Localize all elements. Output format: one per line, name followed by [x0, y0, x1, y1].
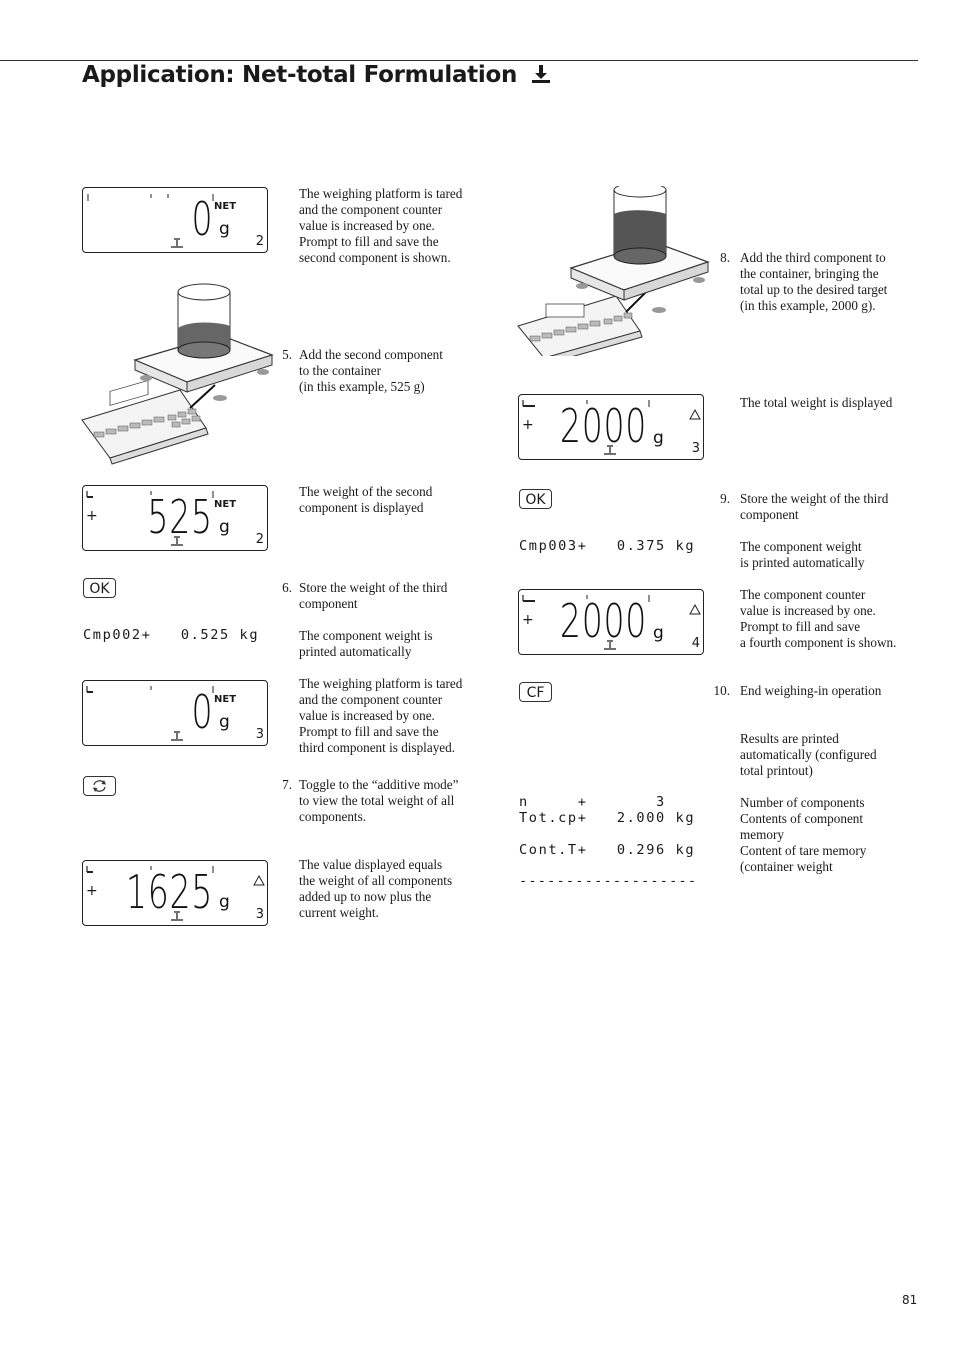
- step-10-text: End weighing-in operation: [740, 683, 882, 698]
- desc-additive-value: The value displayed equals the weight of all components added up to now plus the current weight.: [299, 857, 453, 920]
- lcd-component-counter: 3: [255, 727, 264, 742]
- lcd-unit: g: [653, 428, 664, 448]
- step-7-text: Toggle to the “additive mode” to view the total weight of all components.: [299, 777, 459, 824]
- step-5-text: Add the second component to the container (in this example, 525 g): [299, 347, 443, 394]
- lcd-component-counter: 3: [691, 441, 700, 456]
- lcd-display-2000-3: [518, 394, 704, 460]
- lcd-unit: g: [219, 712, 230, 732]
- lcd-component-counter: 2: [255, 532, 264, 547]
- lcd-display-tared-3: [82, 680, 268, 746]
- lcd-weight-value: 2000: [559, 399, 647, 453]
- toggle-arrows-icon: [84, 777, 115, 795]
- toggle-key: [83, 776, 116, 796]
- lcd-weight-value: 0: [191, 192, 213, 246]
- desc-counter-increased: The component counter value is increased by one. Prompt to fill and save a fourth component is shown.: [740, 587, 897, 650]
- lcd-component-counter: 4: [691, 636, 700, 651]
- cf-key: CF: [519, 682, 552, 702]
- step-9-text: Store the weight of the third component: [740, 491, 889, 522]
- step-8-number: 8.: [720, 250, 730, 265]
- lcd-display-1625: [82, 860, 268, 926]
- desc-results-printed: Results are printed automatically (configured total printout): [740, 731, 877, 778]
- page-title-text: Application: Net-total Formulation: [82, 62, 518, 88]
- step-6-number: 6.: [282, 580, 292, 595]
- lcd-display-2000-4: [518, 589, 704, 655]
- desc-component-memory: Contents of component memory: [740, 811, 864, 842]
- lcd-display-tared-2: [82, 187, 268, 253]
- desc-second-weight: The weight of the second component is displayed: [299, 484, 433, 515]
- lcd-display-525: [82, 485, 268, 551]
- step-8-text: Add the third component to the container, bringing the total up to the desired target (in this example, 2000 g).: [740, 250, 888, 313]
- lcd-weight-value: 0: [191, 685, 213, 739]
- step-6-text: Store the weight of the third component: [299, 580, 448, 611]
- printout-cmp002: Cmp002+ 0.525 kg: [83, 627, 260, 643]
- page-title: [82, 62, 551, 88]
- header-rule: [0, 60, 918, 61]
- step-9-number: 9.: [720, 491, 730, 506]
- ok-key: OK: [83, 578, 116, 598]
- lcd-unit: g: [219, 219, 230, 239]
- desc-tared-third: The weighing platform is tared and the component counter value is increased by one. Prompt to fill and save the third component is displayed.: [299, 676, 463, 755]
- desc-number-of-components: Number of components: [740, 795, 865, 810]
- desc-tared-second: The weighing platform is tared and the component counter value is increased by one. Prompt to fill and save the second component is shown.: [299, 186, 463, 265]
- scale-with-filled-container-illustration: [516, 186, 711, 356]
- desc-printed-auto: The component weight is printed automatically: [299, 628, 433, 659]
- printout-n-components: n + 3: [519, 794, 666, 810]
- lcd-net-label: NET: [214, 694, 237, 705]
- lcd-weight-value: 2000: [559, 594, 647, 648]
- step-10-number: 10.: [713, 683, 730, 698]
- step-5-number: 5.: [282, 347, 292, 362]
- printout-tare-content: Cont.T+ 0.296 kg: [519, 842, 696, 858]
- download-icon: [531, 64, 551, 84]
- printout-total-component: Tot.cp+ 2.000 kg: [519, 810, 696, 826]
- lcd-net-label: NET: [214, 201, 237, 212]
- lcd-weight-value: 1625: [125, 865, 213, 919]
- lcd-unit: g: [653, 623, 664, 643]
- lcd-bargraph-icon: [83, 188, 269, 254]
- printout-separator-line: -------------------: [519, 873, 698, 889]
- desc-total-weight: The total weight is displayed: [740, 395, 893, 410]
- desc-tare-memory: Content of tare memory (container weight: [740, 843, 867, 874]
- lcd-plus-sign: +: [522, 612, 534, 628]
- lcd-net-label: NET: [214, 499, 237, 510]
- scale-with-container-illustration: [80, 280, 275, 465]
- lcd-plus-sign: +: [86, 883, 98, 899]
- lcd-bargraph-icon: [83, 681, 269, 747]
- lcd-plus-sign: +: [522, 417, 534, 433]
- lcd-weight-value: 525: [147, 490, 213, 544]
- ok-key: OK: [519, 489, 552, 509]
- printout-cmp003: Cmp003+ 0.375 kg: [519, 538, 696, 554]
- desc-printed-auto-2: The component weight is printed automatically: [740, 539, 865, 570]
- lcd-unit: g: [219, 517, 230, 537]
- step-7-number: 7.: [282, 777, 292, 792]
- lcd-component-counter: 2: [255, 234, 264, 249]
- lcd-unit: g: [219, 892, 230, 912]
- lcd-plus-sign: +: [86, 508, 98, 524]
- page-number: 81: [902, 1293, 918, 1307]
- lcd-component-counter: 3: [255, 907, 264, 922]
